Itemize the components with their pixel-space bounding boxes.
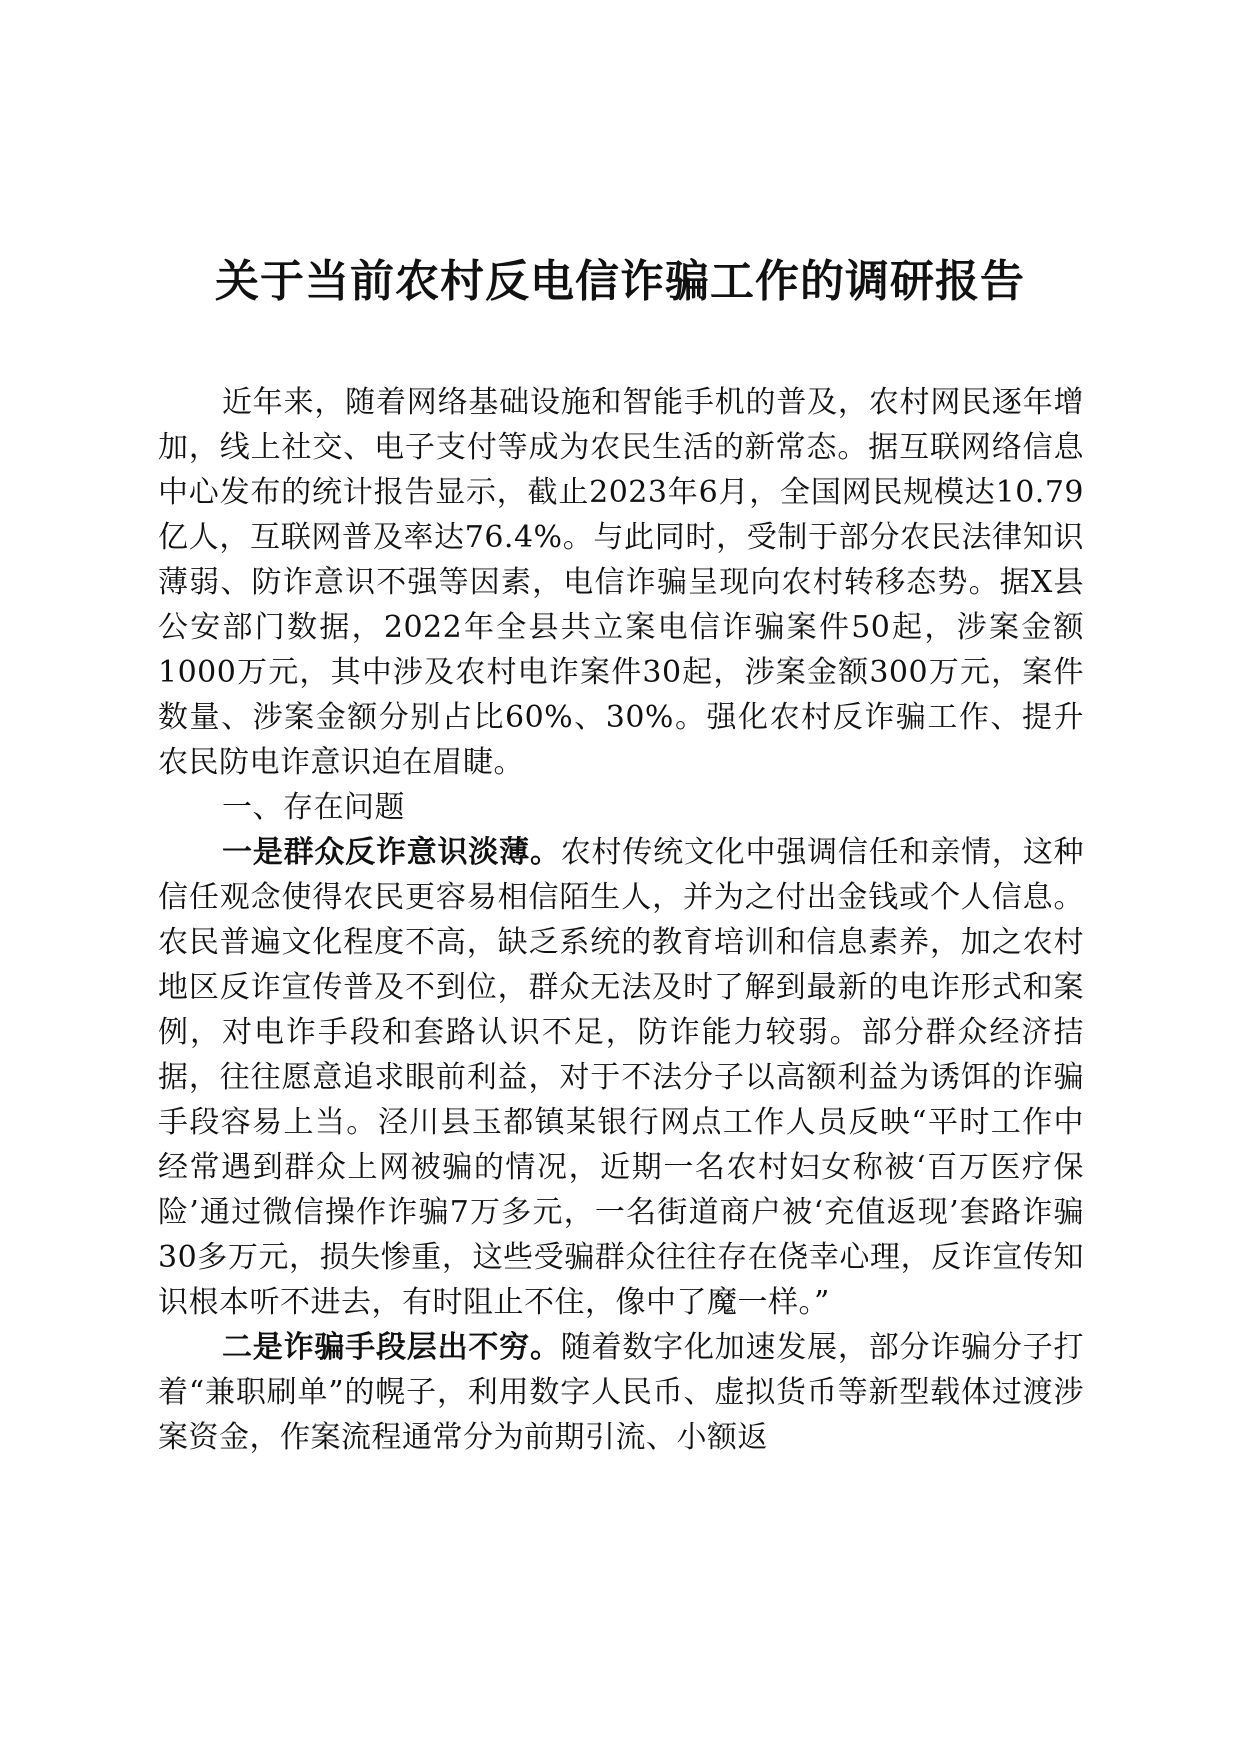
point-two-paragraph [158,1325,1084,1460]
point-two-lead: 二是诈骗手段层出不穷。 [222,1330,561,1365]
point-one-text: 农村传统文化中强调信任和亲情，这种信任观念使得农民更容易相信陌生人，并为之付出金钱或个人信息。农民普遍文化程度不高，缺乏系统的教育培训和信息素养，加之农村地区反诈宣传普及不到位，群众无法及时了解到最新的电诈形式和案例，对电诈手段和套路认识不足，防诈能力较弱。部分群众经济拮据，往往愿意追求眼前利益，对于不法分子以高额利益为诱饵的诈骗手段容易上当。泾川县玉都镇某银行网点工作人员反映“平时工作中经常遇到群众上网被骗的情况，近期一名农村妇女称被‘百万医疗保险’通过微信操作诈骗7万多元，一名街道商户被‘充值返现’套路诈骗30多万元，损失惨重，这些受骗群众往往存在侥幸心理，反诈宣传知识根本听不进去，有时阻止不住，像中了魔一样。” [158,835,1085,1320]
point-one-lead: 一是群众反诈意识淡薄。 [222,835,561,870]
section-heading-problems: 一、存在问题 [222,790,405,825]
point-one-paragraph [158,830,1084,1325]
intro-paragraph: 近年来，随着网络基础设施和智能手机的普及，农村网民逐年增加，线上社交、电子支付等成为农民生活的新常态。据互联网络信息中心发布的统计报告显示，截止2023年6月，全国网民规模达10.79亿人，互联网普及率达76.4%。与此同时，受制于部分农民法律知识薄弱、防诈意识不强等因素，电信诈骗呈现向农村转移态势。据X县公安部门数据，2022年全县共立案电信诈骗案件50起，涉案金额1000万元，其中涉及农村电诈案件30起，涉案金额300万元，案件数量、涉案金额分别占比60%、30%。强化农村反诈骗工作、提升农民防电诈意识迫在眉睫。 [158,385,1084,780]
point-two-text: 随着数字化加速发展，部分诈骗分子打着“兼职刷单”的幌子，利用数字人民币、虚拟货币等新型载体过渡涉案资金，作案流程通常分为前期引流、小额返 [158,1330,1085,1455]
document-title: 关于当前农村反电信诈骗工作的调研报告 [215,256,1025,307]
document-body [158,380,1084,1460]
